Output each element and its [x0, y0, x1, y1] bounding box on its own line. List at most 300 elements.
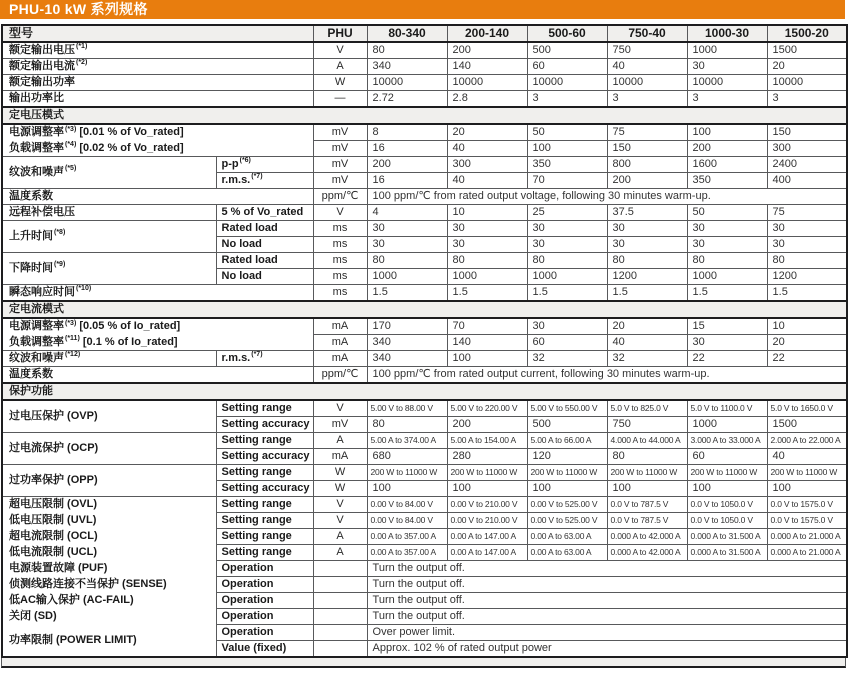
value-cell: 1.5: [447, 285, 527, 302]
value-span-cell: 100 ppm/℃ from rated output voltage, following 30 minutes warm-up.: [367, 189, 847, 205]
value-cell: 1500: [767, 42, 847, 59]
value-cell: 30: [687, 237, 767, 253]
footnote-marker: (*5): [65, 165, 77, 173]
footnote-marker: (*1): [76, 43, 88, 51]
value-cell: 70: [527, 173, 607, 189]
spec-row: [2, 124, 847, 141]
value-cell: 350: [687, 173, 767, 189]
footnote-marker: (*3): [65, 319, 77, 327]
value-cell: 30: [687, 335, 767, 351]
row-sub-label: [216, 529, 313, 545]
row-sub-label: [216, 157, 313, 173]
value-cell: 20: [767, 335, 847, 351]
value-cell: 2400: [767, 157, 847, 173]
row-sub-label: [216, 577, 313, 593]
row-sub-text: Rated load: [221, 254, 278, 266]
value-cell: 100: [527, 481, 607, 497]
row-sub-text: Setting accuracy: [221, 482, 310, 494]
value-cell: 25: [527, 205, 607, 221]
row-label-text: 过电压保护 (OVP): [9, 410, 98, 422]
row-sub-text: Value (fixed): [221, 642, 287, 654]
value-cell: 0.00 A to 63.00 A: [527, 545, 607, 561]
row-label-text: 负载调整率: [9, 141, 64, 154]
value-cell: 75: [767, 205, 847, 221]
value-cell: 10000: [607, 75, 687, 91]
row-sub-text: Setting accuracy: [221, 418, 310, 430]
value-cell: 50: [687, 205, 767, 221]
value-cell: 40: [447, 141, 527, 157]
value-cell: 5.00 A to 374.00 A: [367, 433, 447, 449]
value-cell: 30: [767, 237, 847, 253]
row-sub-text: r.m.s.: [221, 174, 251, 186]
footnote-marker: (*11): [65, 335, 80, 343]
spec-row: [2, 285, 847, 302]
spec-row: [2, 205, 847, 221]
value-cell: 170: [367, 318, 447, 335]
row-label: [2, 433, 216, 465]
value-cell: 1.5: [687, 285, 767, 302]
value-cell: 40: [607, 59, 687, 75]
row-sub-label: [216, 609, 313, 625]
value-span-cell: Turn the output off.: [367, 561, 847, 577]
value-cell: 80: [367, 417, 447, 433]
unit-cell: V: [313, 513, 367, 529]
value-cell: 40: [447, 173, 527, 189]
value-cell: 340: [367, 59, 447, 75]
value-cell: 30: [527, 221, 607, 237]
row-sub-text: No load: [221, 238, 262, 250]
value-cell: 200 W to 11000 W: [447, 465, 527, 481]
value-cell: 200: [447, 417, 527, 433]
row-sub-label: [216, 237, 313, 253]
value-cell: 4.000 A to 44.000 A: [607, 433, 687, 449]
value-cell: 0.00 A to 147.00 A: [447, 529, 527, 545]
spec-row: [2, 433, 847, 449]
row-sub-text: Rated load: [221, 222, 278, 234]
value-cell: 20: [607, 318, 687, 335]
spec-table-body: [2, 42, 847, 657]
value-cell: 1000: [447, 269, 527, 285]
value-cell: 750: [607, 42, 687, 59]
value-cell: 200 W to 11000 W: [687, 465, 767, 481]
value-cell: 140: [447, 59, 527, 75]
value-cell: 1.5: [367, 285, 447, 302]
value-cell: 30: [687, 59, 767, 75]
model-column-header: 80-340: [367, 25, 447, 42]
value-cell: 400: [767, 173, 847, 189]
value-span-cell: Turn the output off.: [367, 577, 847, 593]
row-label-text: 电源调整率: [9, 320, 64, 333]
footnote-marker: (*4): [65, 141, 77, 149]
spec-row: [2, 91, 847, 108]
row-sub-text: Setting range: [221, 530, 292, 542]
value-cell: 30: [367, 221, 447, 237]
value-cell: 3: [767, 91, 847, 108]
value-cell: 10000: [687, 75, 767, 91]
value-cell: 10: [447, 205, 527, 221]
value-cell: 20: [767, 59, 847, 75]
row-label-text: 上升时间: [9, 230, 53, 242]
model-column-header: 500-60: [527, 25, 607, 42]
row-label-text: 额定输出功率: [9, 76, 75, 88]
value-cell: 5.0 V to 1650.0 V: [767, 400, 847, 417]
value-cell: 70: [447, 318, 527, 335]
spec-row: [2, 609, 847, 625]
row-sub-text: p-p: [221, 158, 239, 170]
value-cell: 100: [447, 481, 527, 497]
row-label: [2, 609, 216, 625]
unit-cell: A: [313, 545, 367, 561]
value-cell: 40: [767, 449, 847, 465]
unit-cell: V: [313, 497, 367, 513]
value-cell: 0.000 A to 42.000 A: [607, 545, 687, 561]
value-cell: 16: [367, 173, 447, 189]
row-sub-label: [216, 465, 313, 481]
value-cell: 200 W to 11000 W: [527, 465, 607, 481]
row-label-text: 超电压限制 (OVL): [9, 498, 97, 511]
value-cell: 350: [527, 157, 607, 173]
model-column-header: 750-40: [607, 25, 687, 42]
spec-row: [2, 75, 847, 91]
value-cell: 10000: [447, 75, 527, 91]
value-cell: 2.000 A to 22.000 A: [767, 433, 847, 449]
row-label: [2, 221, 216, 253]
value-cell: 150: [767, 124, 847, 141]
value-cell: 30: [527, 237, 607, 253]
value-cell: 1000: [527, 269, 607, 285]
row-label: [2, 205, 216, 221]
unit-cell: A: [313, 529, 367, 545]
section-header: 定电流模式: [2, 301, 847, 318]
model-header-label: 型号: [2, 25, 313, 42]
value-cell: 1.5: [767, 285, 847, 302]
model-column-header: 200-140: [447, 25, 527, 42]
row-label-text: 输出功率比: [9, 92, 64, 104]
value-cell: 200 W to 11000 W: [367, 465, 447, 481]
value-cell: 300: [447, 157, 527, 173]
footnote-marker: (*2): [76, 59, 88, 67]
row-label: [2, 189, 313, 205]
row-sub-text: Operation: [221, 594, 274, 606]
value-cell: 2.8: [447, 91, 527, 108]
row-label: [2, 561, 216, 577]
row-sub-label: [216, 173, 313, 189]
value-cell: 100: [767, 481, 847, 497]
footnote-marker: (*7): [251, 351, 263, 359]
unit-cell: W: [313, 75, 367, 91]
value-cell: 1000: [687, 42, 767, 59]
value-span-cell: Over power limit.: [367, 625, 847, 641]
row-sub-text: Setting range: [221, 514, 292, 526]
unit-cell: V: [313, 205, 367, 221]
value-cell: 22: [767, 351, 847, 367]
value-cell: 10: [767, 318, 847, 335]
spec-row: [2, 513, 847, 529]
value-cell: 1200: [767, 269, 847, 285]
value-cell: 0.00 V to 210.00 V: [447, 513, 527, 529]
value-cell: 200: [367, 157, 447, 173]
row-label: [2, 124, 313, 141]
value-cell: 300: [767, 141, 847, 157]
row-sub-text: Setting range: [221, 466, 292, 478]
value-cell: 8: [367, 124, 447, 141]
value-cell: 3: [527, 91, 607, 108]
spec-row: [2, 400, 847, 417]
spec-row: [2, 577, 847, 593]
row-sub-text: Operation: [221, 578, 274, 590]
unit-cell: V: [313, 400, 367, 417]
bottom-section-band: [1, 658, 846, 668]
header-row: [2, 25, 847, 42]
row-sub-label: [216, 221, 313, 237]
value-cell: 0.00 V to 84.00 V: [367, 497, 447, 513]
row-label: [2, 400, 216, 433]
row-label-text: 负载调整率: [9, 335, 64, 348]
value-cell: 500: [527, 417, 607, 433]
row-label-text: 电源调整率: [9, 126, 64, 139]
row-label-text: 侦测线路连接不当保护 (SENSE): [9, 578, 167, 590]
row-label-text: 温度系数: [9, 368, 53, 380]
value-cell: 1000: [687, 417, 767, 433]
row-label-text: 纹波和噪声: [9, 166, 64, 178]
row-label-detail: [0.05 % of Io_rated]: [76, 320, 181, 333]
value-span-cell: Turn the output off.: [367, 593, 847, 609]
unit-cell: [313, 625, 367, 641]
row-sub-text: Setting range: [221, 434, 292, 446]
unit-cell: mA: [313, 318, 367, 335]
row-sub-label: [216, 641, 313, 658]
value-cell: 5.0 V to 1100.0 V: [687, 400, 767, 417]
spec-row: [2, 318, 847, 335]
value-cell: 60: [527, 335, 607, 351]
unit-cell: [313, 577, 367, 593]
row-sub-text: Setting range: [221, 546, 292, 558]
unit-cell: W: [313, 465, 367, 481]
value-cell: 0.00 A to 63.00 A: [527, 529, 607, 545]
value-cell: 0.0 V to 787.5 V: [607, 513, 687, 529]
row-label: [2, 593, 216, 609]
row-label: [2, 318, 313, 335]
value-cell: 340: [367, 351, 447, 367]
value-cell: 30: [767, 221, 847, 237]
row-label: [2, 529, 216, 545]
row-label: [2, 253, 216, 285]
value-cell: 1.5: [527, 285, 607, 302]
value-cell: 0.000 A to 42.000 A: [607, 529, 687, 545]
model-column-header: 1500-20: [767, 25, 847, 42]
unit-cell: [313, 561, 367, 577]
row-sub-label: [216, 205, 313, 221]
footnote-marker: (*7): [251, 173, 263, 181]
value-cell: 680: [367, 449, 447, 465]
unit-cell: ms: [313, 253, 367, 269]
unit-cell: mV: [313, 124, 367, 141]
row-sub-text: r.m.s.: [221, 352, 251, 364]
spec-row: [2, 497, 847, 513]
spec-row: [2, 189, 847, 205]
row-sub-label: [216, 449, 313, 465]
value-cell: 80: [527, 253, 607, 269]
value-cell: 0.0 V to 1575.0 V: [767, 497, 847, 513]
row-sub-label: [216, 625, 313, 641]
row-label: [2, 141, 313, 157]
row-sub-label: [216, 400, 313, 417]
unit-cell: mV: [313, 157, 367, 173]
spec-row: [2, 253, 847, 269]
row-label: [2, 545, 216, 561]
row-sub-label: [216, 269, 313, 285]
row-sub-text: Operation: [221, 610, 274, 622]
spec-row: [2, 351, 847, 367]
value-cell: 200 W to 11000 W: [767, 465, 847, 481]
unit-cell: ms: [313, 285, 367, 302]
row-label: [2, 625, 216, 658]
value-cell: 150: [607, 141, 687, 157]
value-cell: 30: [687, 221, 767, 237]
value-cell: 500: [527, 42, 607, 59]
spec-row: [2, 593, 847, 609]
value-cell: 16: [367, 141, 447, 157]
value-cell: 20: [447, 124, 527, 141]
value-cell: 5.0 V to 825.0 V: [607, 400, 687, 417]
row-sub-label: [216, 481, 313, 497]
row-label: [2, 75, 313, 91]
value-cell: 100: [687, 481, 767, 497]
unit-cell: ms: [313, 221, 367, 237]
section-row: [2, 301, 847, 318]
row-label: [2, 157, 216, 189]
spec-row: [2, 335, 847, 351]
value-cell: 30: [607, 221, 687, 237]
row-label-text: 关闭 (SD): [9, 610, 57, 622]
value-cell: 200: [447, 42, 527, 59]
row-label: [2, 59, 313, 75]
value-cell: 30: [447, 237, 527, 253]
row-sub-label: [216, 593, 313, 609]
value-cell: 340: [367, 335, 447, 351]
row-label-text: 下降时间: [9, 262, 53, 274]
value-cell: 0.00 A to 147.00 A: [447, 545, 527, 561]
value-cell: 2.72: [367, 91, 447, 108]
row-sub-text: 5 % of Vo_rated: [221, 206, 304, 218]
value-cell: 80: [367, 253, 447, 269]
row-label-text: 温度系数: [9, 190, 53, 202]
value-cell: 80: [767, 253, 847, 269]
value-cell: 1.5: [607, 285, 687, 302]
value-cell: 10000: [527, 75, 607, 91]
spec-row: [2, 561, 847, 577]
value-cell: 3.000 A to 33.000 A: [687, 433, 767, 449]
row-label-text: 远程补偿电压: [9, 206, 75, 218]
value-cell: 60: [687, 449, 767, 465]
value-cell: 80: [447, 253, 527, 269]
row-label-text: 功率限制 (POWER LIMIT): [9, 633, 137, 646]
value-cell: 32: [607, 351, 687, 367]
value-cell: 5.00 A to 154.00 A: [447, 433, 527, 449]
row-label-detail: [0.1 % of Io_rated]: [79, 335, 178, 348]
value-cell: 75: [607, 124, 687, 141]
value-cell: 100: [687, 124, 767, 141]
value-cell: 0.00 V to 525.00 V: [527, 513, 607, 529]
value-cell: 0.00 V to 210.00 V: [447, 497, 527, 513]
row-sub-label: [216, 513, 313, 529]
value-cell: 3: [687, 91, 767, 108]
value-cell: 1200: [607, 269, 687, 285]
unit-cell: V: [313, 42, 367, 59]
value-cell: 10000: [767, 75, 847, 91]
section-row: [2, 107, 847, 124]
row-sub-text: Setting range: [221, 498, 292, 510]
value-cell: 30: [607, 237, 687, 253]
value-cell: 100: [367, 481, 447, 497]
row-sub-label: [216, 253, 313, 269]
value-cell: 30: [367, 237, 447, 253]
value-cell: 1500: [767, 417, 847, 433]
spec-row: [2, 221, 847, 237]
value-cell: 0.000 A to 31.500 A: [687, 529, 767, 545]
spec-row: [2, 367, 847, 384]
value-cell: 3: [607, 91, 687, 108]
value-cell: 4: [367, 205, 447, 221]
row-label: [2, 465, 216, 497]
value-cell: 80: [607, 253, 687, 269]
spec-row: [2, 42, 847, 59]
row-label: [2, 42, 313, 59]
value-cell: 5.00 V to 550.00 V: [527, 400, 607, 417]
row-label-detail: [0.02 % of Vo_rated]: [76, 141, 184, 154]
unit-cell: ppm/℃: [313, 367, 367, 384]
value-cell: 10000: [367, 75, 447, 91]
value-cell: 0.0 V to 1050.0 V: [687, 497, 767, 513]
row-sub-text: Operation: [221, 562, 274, 574]
unit-cell: W: [313, 481, 367, 497]
spec-row: [2, 141, 847, 157]
value-cell: 200: [607, 173, 687, 189]
value-cell: 1600: [687, 157, 767, 173]
section-row: [2, 383, 847, 400]
unit-cell: [313, 641, 367, 658]
row-sub-label: [216, 497, 313, 513]
value-cell: 5.00 A to 66.00 A: [527, 433, 607, 449]
value-cell: 0.00 V to 525.00 V: [527, 497, 607, 513]
value-cell: 50: [527, 124, 607, 141]
unit-cell: ppm/℃: [313, 189, 367, 205]
section-header: 保护功能: [2, 383, 847, 400]
row-label-text: 纹波和噪声: [9, 352, 64, 364]
value-cell: 15: [687, 318, 767, 335]
value-span-cell: Approx. 102 % of rated output power: [367, 641, 847, 658]
unit-cell: [313, 593, 367, 609]
value-cell: 200 W to 11000 W: [607, 465, 687, 481]
row-sub-label: [216, 561, 313, 577]
row-label-text: 额定输出电流: [9, 60, 75, 72]
row-label: [2, 513, 216, 529]
value-cell: 0.000 A to 21.000 A: [767, 545, 847, 561]
row-label-text: 瞬态响应时间: [9, 286, 75, 298]
unit-cell: mA: [313, 351, 367, 367]
value-cell: 5.00 V to 88.00 V: [367, 400, 447, 417]
unit-cell: mV: [313, 173, 367, 189]
unit-cell: mA: [313, 335, 367, 351]
spec-row: [2, 625, 847, 641]
unit-cell: A: [313, 59, 367, 75]
spec-row: [2, 465, 847, 481]
spec-row: [2, 157, 847, 173]
value-cell: 80: [687, 253, 767, 269]
unit-cell: A: [313, 433, 367, 449]
unit-cell: —: [313, 91, 367, 108]
value-cell: 120: [527, 449, 607, 465]
